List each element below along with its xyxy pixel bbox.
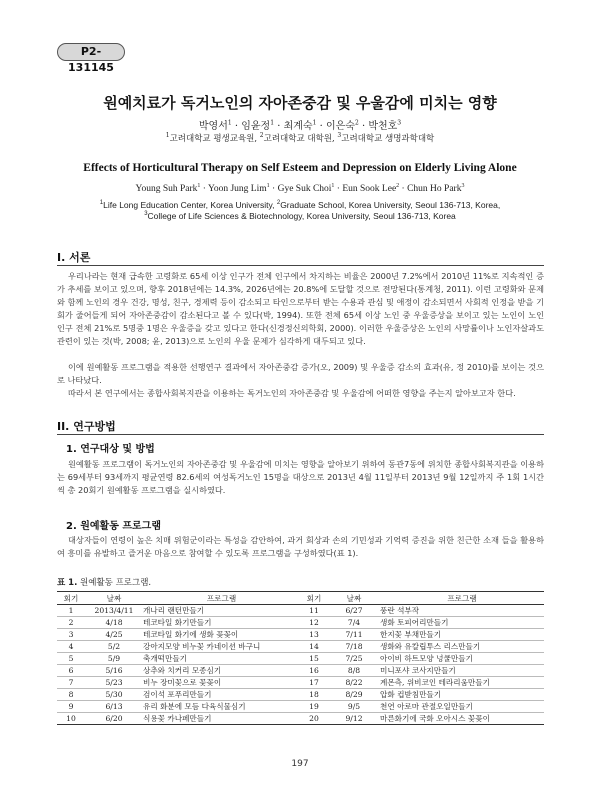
author-name: Eun Sook Lee	[342, 184, 397, 194]
cell-session: 10	[57, 713, 85, 725]
col-header-program-2: 프로그램	[380, 592, 544, 605]
cell-date: 5/2	[85, 641, 143, 653]
cell-date: 7/4	[328, 617, 380, 629]
cell-program: 계몬측, 위비코인 테라리움만들기	[380, 677, 544, 689]
cell-session: 19	[300, 701, 328, 713]
author-name: Chun Ho Park	[407, 184, 462, 194]
cell-session: 3	[57, 629, 85, 641]
author-affil-mark: 3	[397, 119, 402, 127]
korean-title: 원예치료가 독거노인의 자아존중감 및 우울감에 미치는 영향	[103, 94, 497, 112]
affil-mark: 3	[144, 211, 148, 218]
affil-mark: 3	[337, 132, 342, 140]
affil-mark: 2	[259, 132, 264, 140]
table-row	[57, 713, 544, 725]
subsection-heading-subjects: 1. 연구대상 및 방법	[66, 444, 155, 455]
table-row	[57, 629, 544, 641]
cell-session: 18	[300, 689, 328, 701]
cell-program: 한지꽃 부채만들기	[380, 629, 544, 641]
table-row	[57, 653, 544, 665]
col-header-date-2: 날짜	[328, 592, 380, 605]
cell-session: 15	[300, 653, 328, 665]
intro-paragraph-3: 따라서 본 연구에서는 종합사회복지관을 이용하는 독거노인의 자아존중감 및 우울감에 어떠한 영향을 주는지 알아보고자 한다.	[68, 388, 516, 398]
cell-program: 아이비 하트모양 넝쿨만들기	[380, 653, 544, 665]
cell-program: 생화 토피어리만들기	[380, 617, 544, 629]
author-name: 이은숙	[325, 121, 355, 132]
author-affil-mark: 1	[266, 182, 270, 189]
intro-paragraph-2: 이에 원예활동 프로그램을 적용한 선행연구 결과에서 자아존중감 증가(오, 2009) 및 우울증 감소의 효과(유, 정 2010)를 보이는 것으로 나타났다.	[57, 362, 544, 385]
cell-program: 풍란 석부작	[380, 605, 544, 617]
intro-paragraph-1: 우리나라는 현재 급속한 고령화로 65세 이상 인구가 전체 인구에서 차지하는 비율은 2000년 7.2%에서 2010년 11%로 지속적인 증가 추세를 보이고 있으며, 향후 2018년에는 14.3%, 2026년에는 20.8%에 도달할 것으로 전망된다(통계청, 2011). 이런 고령화와 문제와 함께 노인의 경우 건강, 명성, 친구, 경제력 등이 감소되고 타인으로부터 받는 수용과 관심 및 애정이 감소되면서 사회적 인정을 받을 기회가 줄어들게 되어 자아존중감이 감소된다고 볼 수 있다(박, 1994). 또한 전체 65세 이상 노인 중 우울증상을 보이고 있는 노인이 노인인구 전체 21%로 5명중 1명은 우울증을 갖고 있다고 한다(신경정신의학회, 2000). 이러한 우울증상은 노인의 사망률이나 노인자살과도 관련이 있는 것(박, 2008; 윤, 2013)으로 노인의 우울 문제가 심각하게 대두되고 있다.	[57, 271, 544, 346]
cell-program: 강아지모양 비누꽃 카네이션 바구니	[143, 641, 300, 653]
cell-session: 9	[57, 701, 85, 713]
affil-text: 고려대학교 생명과학대학	[341, 134, 435, 144]
cell-date: 4/25	[85, 629, 143, 641]
author-name: Young Suh Park	[135, 184, 198, 194]
author-affil-mark: 1	[270, 119, 275, 127]
cell-session: 20	[300, 713, 328, 725]
section-heading-introduction: I. 서론	[57, 251, 91, 264]
cell-date: 7/11	[328, 629, 380, 641]
table-row	[57, 641, 544, 653]
affil-mark: 1	[165, 132, 170, 140]
cell-date: 9/5	[328, 701, 380, 713]
author-affil-mark: 1	[312, 119, 317, 127]
cell-program: 테코타일 화기에 생화 꽂꽂이	[143, 629, 300, 641]
cell-session: 7	[57, 677, 85, 689]
table-row	[57, 677, 544, 689]
cell-program: 검이석 포푸리만들기	[143, 689, 300, 701]
table-row	[57, 701, 544, 713]
author-affil-mark: 1	[331, 182, 335, 189]
cell-program: 마른화기에 국화 오아시스 꽃꽂이	[380, 713, 544, 725]
cell-date: 5/16	[85, 665, 143, 677]
affil-text: Life Long Education Center, Korea University,	[103, 200, 277, 210]
affil-text: 고려대학교 평생교육원,	[169, 134, 260, 144]
english-affiliations-line2	[0, 211, 600, 221]
abstract-code-badge: P2-131145	[57, 43, 125, 61]
cell-date: 6/13	[85, 701, 143, 713]
cell-session: 17	[300, 677, 328, 689]
cell-program: 테코타일 화기만들기	[143, 617, 300, 629]
english-title: Effects of Horticultural Therapy on Self Esteem and Depression on Elderly Living Alone	[83, 162, 517, 174]
cell-session: 1	[57, 605, 85, 617]
author-name: Gye Suk Choi	[277, 184, 332, 194]
cell-date: 9/12	[328, 713, 380, 725]
author-name: 박영서	[198, 121, 228, 132]
author-affil-mark: 2	[396, 182, 400, 189]
affil-text: 고려대학교 대학원,	[263, 134, 338, 144]
cell-date: 8/29	[328, 689, 380, 701]
section-divider	[57, 265, 544, 266]
author-name: Yoon Jung Lim	[207, 184, 267, 194]
table-row	[57, 605, 544, 617]
author-name: 최계숙	[283, 121, 313, 132]
cell-date: 6/27	[328, 605, 380, 617]
col-header-program: 프로그램	[143, 592, 300, 605]
subsection-heading-program: 2. 원예활동 프로그램	[66, 521, 161, 532]
table-row	[57, 665, 544, 677]
col-header-session-2: 회기	[300, 592, 328, 605]
cell-program: 천연 아로마 관절오일만들기	[380, 701, 544, 713]
cell-date: 7/25	[328, 653, 380, 665]
cell-program: 식용꽃 카나페만들기	[143, 713, 300, 725]
cell-session: 13	[300, 629, 328, 641]
cell-session: 8	[57, 689, 85, 701]
cell-program: 미니포샤 코사지만들기	[380, 665, 544, 677]
cell-session: 5	[57, 653, 85, 665]
cell-session: 12	[300, 617, 328, 629]
cell-program: 축개떡만들기	[143, 653, 300, 665]
cell-date: 5/9	[85, 653, 143, 665]
table-caption	[57, 576, 151, 588]
cell-program: 개나리 랜턴만들기	[143, 605, 300, 617]
cell-date: 8/8	[328, 665, 380, 677]
page-number: 197	[291, 759, 309, 769]
cell-program: 압화 컵받침만들기	[380, 689, 544, 701]
table-row	[57, 617, 544, 629]
cell-date: 2013/4/11	[85, 605, 143, 617]
table-caption-text: 원예활동 프로그램.	[77, 578, 152, 588]
cell-program: 비누 장미꽃으로 꽃꽂이	[143, 677, 300, 689]
cell-session: 11	[300, 605, 328, 617]
affil-mark: 2	[276, 200, 281, 207]
affil-text: College of Life Sciences & Biotechnology, Korea University, Seoul 136-713, Korea	[147, 211, 456, 221]
author-affil-mark: 2	[354, 119, 359, 127]
cell-date: 4/18	[85, 617, 143, 629]
cell-date: 5/30	[85, 689, 143, 701]
english-authors: Young Suh Park$^1$ · Yoon Jung Lim$^1$ · Gye Suk Choi$^1$ · Eun Sook Lee$^2$ · Chun Ho Park$^3$	[135, 182, 465, 194]
cell-program: 생화와 유칼립투스 리스만들기	[380, 641, 544, 653]
affil-mark: 1	[99, 200, 104, 207]
table-header-row	[57, 592, 544, 605]
author-affil-mark: 1	[197, 182, 201, 189]
cell-session: 16	[300, 665, 328, 677]
table-row	[57, 689, 544, 701]
cell-date: 5/23	[85, 677, 143, 689]
methods-paragraph-subjects: 원예활동 프로그램이 독거노인의 자아존중감 및 우울감에 미치는 영향을 알아보기 위하여 동관7동에 위치한 종합사회복지관을 이용하는 69세부터 93세까지 평균연령 82.6세의 여성독거노인 15명을 대상으로 2013년 4월 11일부터 2013년 9월 12일까지 주 1회 1시간씩 총 20회기 원예활동 프로그램을 실시하였다.	[57, 459, 544, 495]
cell-date: 8/22	[328, 677, 380, 689]
author-affil-mark: 1	[227, 119, 232, 127]
author-name: 임윤정	[241, 121, 271, 132]
cell-date: 7/18	[328, 641, 380, 653]
methods-paragraph-program: 대상자들이 연령이 높은 치매 위험군이라는 특성을 감안하여, 과거 회상과 손의 기민성과 기억력 증진을 위한 친근한 소재 들을 활용하여 흥미를 유발하고 즐거운 마음으로 참여할 수 있도록 프로그램을 구성하였다(표 1).	[57, 535, 544, 558]
affil-text: Graduate School, Korea University, Seoul 136-713, Korea,	[280, 200, 501, 210]
english-affiliations-line1	[0, 200, 600, 210]
author-affil-mark: 3	[461, 182, 465, 189]
col-header-session: 회기	[57, 592, 85, 605]
korean-affiliations	[0, 132, 600, 144]
korean-authors: 박영서$^1$ · 임윤정$^1$ · 최계숙$^1$ · 이은숙$^2$ · 박천호$^3$	[198, 119, 402, 132]
cell-session: 14	[300, 641, 328, 653]
cell-program: 유리 화분에 모듬 다육식물심기	[143, 701, 300, 713]
author-name: 박천호	[368, 121, 398, 132]
cell-session: 6	[57, 665, 85, 677]
col-header-date: 날짜	[85, 592, 143, 605]
cell-session: 2	[57, 617, 85, 629]
section-divider	[57, 434, 544, 435]
table-caption-label: 표 1.	[57, 578, 78, 588]
cell-session: 4	[57, 641, 85, 653]
section-heading-methods: II. 연구방법	[57, 420, 116, 433]
cell-date: 6/20	[85, 713, 143, 725]
cell-program: 상추와 치커리 모종심기	[143, 665, 300, 677]
program-table	[57, 591, 544, 725]
